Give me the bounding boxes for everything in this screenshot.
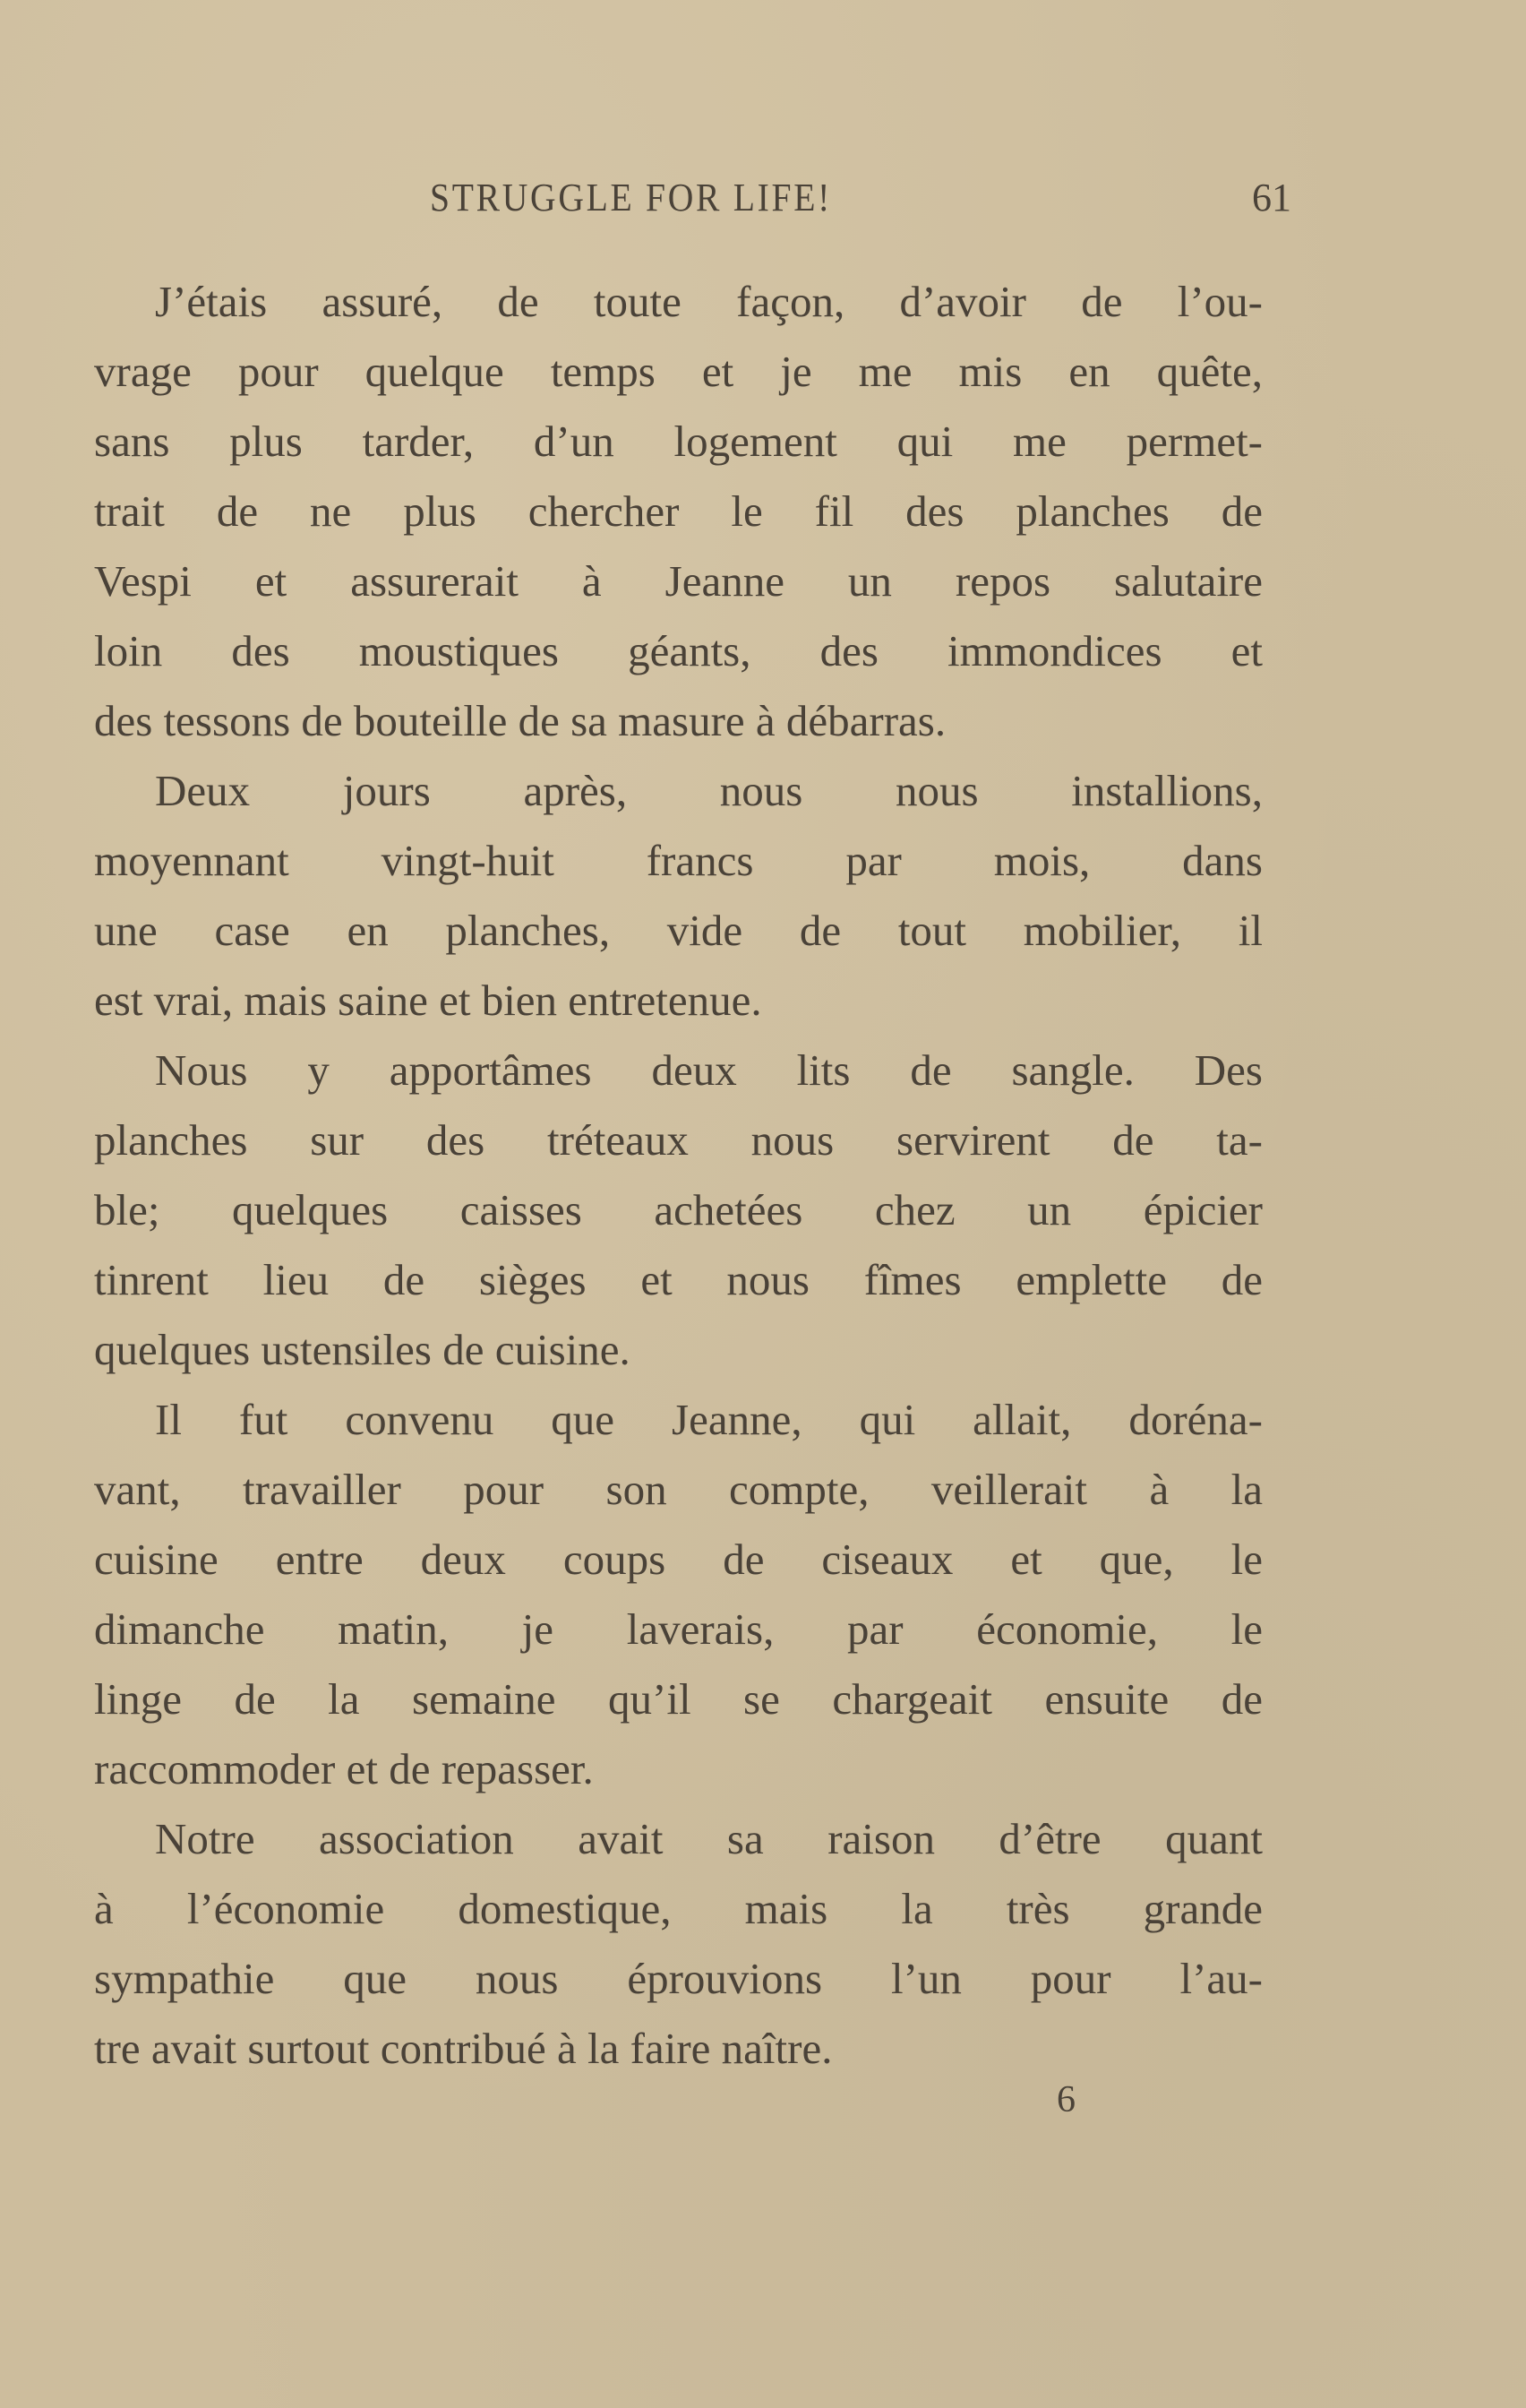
text-line: Vespi et assurerait à Jeanne un repos salutaire	[94, 556, 1263, 606]
text-line: trait de ne plus chercher le fil des planches de	[94, 486, 1263, 536]
text-line: Deux jours après, nous nous installions,	[155, 766, 1263, 815]
text-line: planches sur des tréteaux nous servirent de ta-	[94, 1115, 1263, 1165]
text-line: J’étais assuré, de toute façon, d’avoir de l’ou-	[155, 277, 1263, 326]
text-line: à l’économie domestique, mais la très grande	[94, 1884, 1263, 1933]
text-line: moyennant vingt-huit francs par mois, dans	[94, 836, 1263, 885]
text-line: loin des moustiques géants, des immondices et	[94, 626, 1263, 675]
text-line: cuisine entre deux coups de ciseaux et que, le	[94, 1535, 1263, 1584]
body-text	[94, 267, 1263, 2084]
text-line: une case en planches, vide de tout mobilier, il	[94, 906, 1263, 955]
text-line: dimanche matin, je laverais, par économie, le	[94, 1604, 1263, 1654]
text-line: tre avait surtout contribué à la faire naître.	[94, 2024, 833, 2073]
text-line: ble; quelques caisses achetées chez un épicier	[94, 1185, 1263, 1234]
running-title: STRUGGLE FOR LIFE!	[430, 176, 833, 219]
text-line: Il fut convenu que Jeanne, qui allait, doréna-	[155, 1395, 1263, 1444]
text-line: sans plus tarder, d’un logement qui me permet-	[94, 417, 1263, 466]
text-line: raccommoder et de repasser.	[94, 1744, 594, 1793]
text-line: vant, travailler pour son compte, veillerait à la	[94, 1465, 1263, 1514]
text-line: sympathie que nous éprouvions l’un pour l’au-	[94, 1954, 1263, 2003]
text-line: linge de la semaine qu’il se chargeait ensuite de	[94, 1674, 1263, 1724]
text-line: quelques ustensiles de cuisine.	[94, 1325, 630, 1374]
page-number: 61	[1252, 176, 1291, 219]
signature-mark: 6	[1057, 2079, 1076, 2120]
text-line: Notre association avait sa raison d’être quant	[155, 1814, 1263, 1863]
text-line: est vrai, mais saine et bien entretenue.	[94, 976, 762, 1025]
text-line: des tessons de bouteille de sa masure à débarras.	[94, 696, 947, 745]
text-line: Nous y apportâmes deux lits de sangle. Des	[155, 1045, 1263, 1095]
text-line: vrage pour quelque temps et je me mis en quête,	[94, 347, 1263, 396]
text-line: tinrent lieu de sièges et nous fîmes emplette de	[94, 1255, 1263, 1304]
